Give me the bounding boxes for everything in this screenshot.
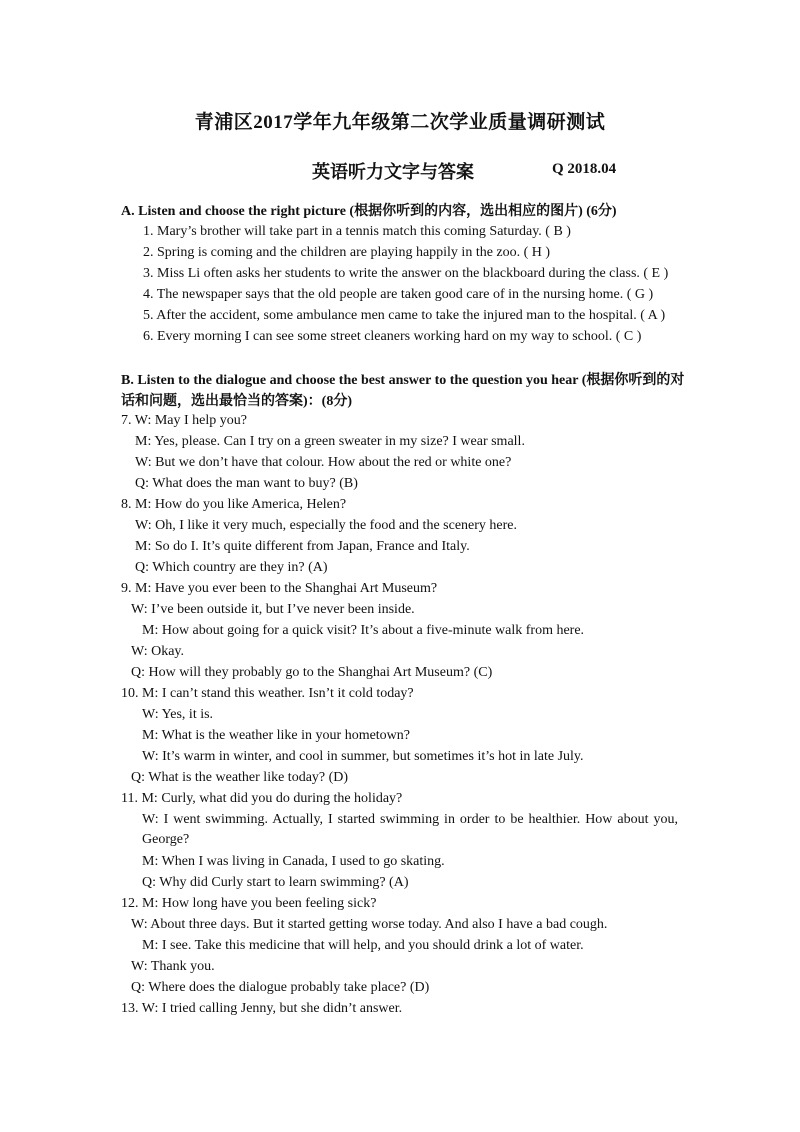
dialogue-line: W: About three days. But it started getting worse today. And also I have a bad cough. xyxy=(131,917,608,932)
dialogue-line: Q: Why did Curly start to learn swimming? (A) xyxy=(142,875,409,890)
dialogue-line: M: What is the weather like in your hometown? xyxy=(142,728,411,743)
document-code: Q 2018.04 xyxy=(552,161,617,177)
dialogue-line: 8. M: How do you like America, Helen? xyxy=(121,497,347,512)
dialogue-line: Q: What does the man want to buy? (B) xyxy=(135,476,358,491)
dialogue-line: 11. M: Curly, what did you do during the holiday? xyxy=(121,791,403,806)
dialogue-line: W: It’s warm in winter, and cool in summer, but sometimes it’s hot in late July. xyxy=(142,749,584,764)
dialogue-line: 12. M: How long have you been feeling sick? xyxy=(121,896,377,911)
section-a-item: 3. Miss Li often asks her students to write the answer on the blackboard during the class. ( E ) xyxy=(143,266,669,281)
dialogue-line: M: I see. Take this medicine that will help, and you should drink a lot of water. xyxy=(142,938,584,953)
section-a-item: 1. Mary’s brother will take part in a tennis match this coming Saturday. ( B ) xyxy=(143,224,571,239)
section-a-item: 2. Spring is coming and the children are playing happily in the zoo. ( H ) xyxy=(143,245,551,260)
document-title: 青浦区2017学年九年级第二次学业质量调研测试 xyxy=(194,112,606,133)
dialogue-line: M: So do I. It’s quite different from Japan, France and Italy. xyxy=(135,539,470,554)
dialogue-line: W: Yes, it is. xyxy=(142,707,214,722)
dialogue-line: Q: Which country are they in? (A) xyxy=(135,560,328,575)
dialogue-line: 10. M: I can’t stand this weather. Isn’t it cold today? xyxy=(121,686,414,701)
section-a-heading: A. Listen and choose the right picture (根据你听到的内容，选出相应的图片) (6分) xyxy=(121,204,617,219)
dialogue-line: 13. W: I tried calling Jenny, but she didn’t answer. xyxy=(121,1001,403,1016)
dialogue-line: M: How about going for a quick visit? It’s about a five-minute walk from here. xyxy=(142,623,585,638)
subtitle-row xyxy=(0,158,800,184)
dialogue-line: W: But we don’t have that colour. How about the red or white one? xyxy=(135,455,512,470)
document-subtitle: 英语听力文字与答案 xyxy=(312,162,474,182)
dialogue-line: 9. M: Have you ever been to the Shanghai Art Museum? xyxy=(121,581,438,596)
dialogue-line: W: I went swimming. Actually, I started swimming in order to be healthier. How about you, George? xyxy=(142,812,678,847)
dialogue-line: W: Okay. xyxy=(131,644,184,659)
dialogue-line: 7. W: May I help you? xyxy=(121,413,247,428)
section-b-heading: B. Listen to the dialogue and choose the best answer to the question you hear (根据你听到的对话和问题，选出最恰当的答案)：(8分) xyxy=(121,373,685,409)
dialogue-line: W: Oh, I like it very much, especially the food and the scenery here. xyxy=(135,518,518,533)
dialogue-line: Q: Where does the dialogue probably take place? (D) xyxy=(131,980,430,995)
dialogue-line: Q: How will they probably go to the Shanghai Art Museum? (C) xyxy=(131,665,493,680)
section-a-item: 4. The newspaper says that the old people are taken good care of in the nursing home. ( G ) xyxy=(143,287,654,302)
dialogue-line: W: I’ve been outside it, but I’ve never been inside. xyxy=(131,602,415,617)
dialogue-line: W: Thank you. xyxy=(131,959,215,974)
dialogue-line: M: Yes, please. Can I try on a green sweater in my size? I wear small. xyxy=(135,434,525,449)
section-a-item: 6. Every morning I can see some street cleaners working hard on my way to school. ( C ) xyxy=(143,329,642,344)
dialogue-line: M: When I was living in Canada, I used to go skating. xyxy=(142,854,445,869)
section-a-item: 5. After the accident, some ambulance men came to take the injured man to the hospital. ( A ) xyxy=(143,308,666,323)
dialogue-line: Q: What is the weather like today? (D) xyxy=(131,770,349,785)
